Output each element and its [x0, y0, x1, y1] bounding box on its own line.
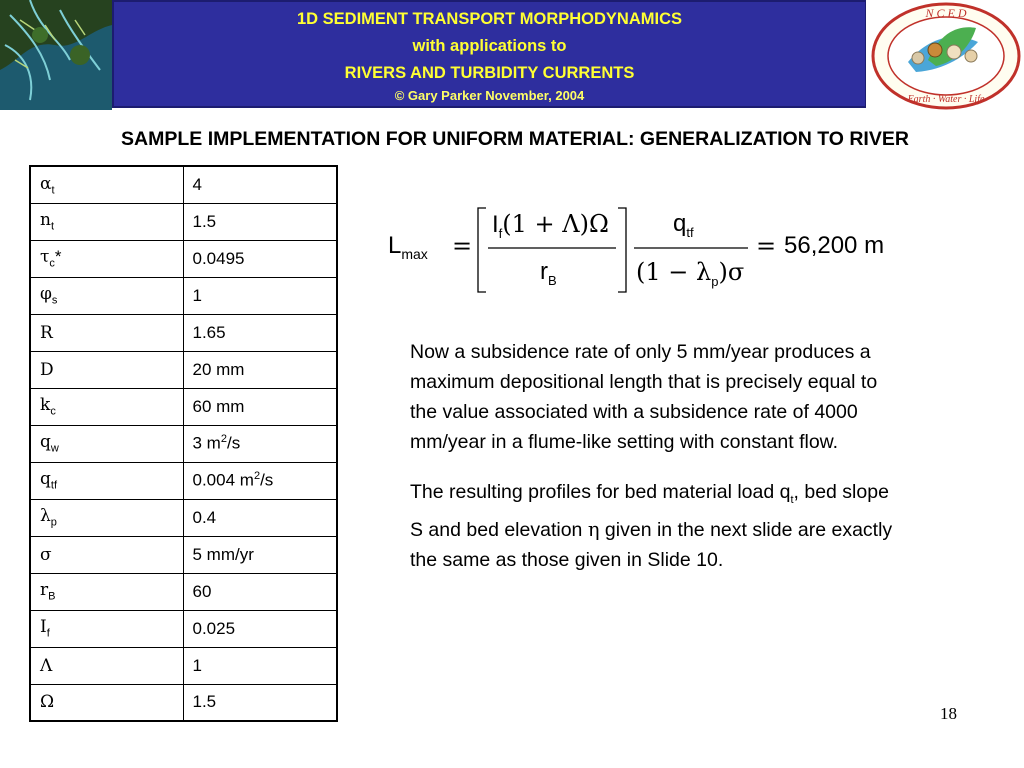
formula-lmax	[380, 200, 920, 300]
parameter-value: 1.5	[183, 203, 337, 240]
parameter-value: 5 mm/yr	[183, 536, 337, 573]
parameter-value: 3 $m^2/s$	[183, 425, 337, 462]
formula-denominator-2: $(1 - \lambda_p)\sigma$	[636, 258, 745, 289]
parameter-symbol: $I_f$	[30, 610, 183, 647]
logo-bottom-text: Earth · Water · Life	[907, 94, 985, 105]
header	[0, 0, 1024, 112]
formula-equals-1: =	[452, 232, 473, 260]
parameter-symbol: R	[30, 314, 183, 351]
parameter-value: 20 mm	[183, 351, 337, 388]
parameter-value: 1	[183, 277, 337, 314]
formula-result: 56,200 m	[784, 232, 885, 259]
parameter-symbol: $\lambda_p$	[30, 499, 183, 536]
parameter-symbol: $\alpha_t$	[30, 166, 183, 203]
parameter-symbol: $k_c$	[30, 388, 183, 425]
nced-logo	[866, 0, 1024, 112]
parameter-symbol: D	[30, 351, 183, 388]
body-paragraph-1: Now a subsidence rate of only 5 mm/year produces a maximum depositional length that is precisely equal to the value associated with a subsidence rate of 4000 mm/year in a flume-like setting with constant flow.	[410, 341, 878, 453]
header-title-box	[112, 0, 867, 108]
parameter-symbol: $q_{tf}$	[30, 462, 183, 499]
parameter-value: 0.004 $m^2/s$	[183, 462, 337, 499]
header-title-line2: with applications to	[412, 37, 567, 55]
parameter-symbol: $\tau_c*$	[30, 240, 183, 277]
table-row	[30, 277, 337, 314]
formula-denominator-1: $r_B$	[540, 258, 557, 288]
parameter-value: 0.025	[183, 610, 337, 647]
delta-satellite-image	[0, 0, 112, 110]
parameter-value: 0.4	[183, 499, 337, 536]
parameter-value: 60	[183, 573, 337, 610]
table-row	[30, 203, 337, 240]
parameter-symbol: $n_t$	[30, 203, 183, 240]
table-row	[30, 647, 337, 684]
parameter-table	[29, 165, 338, 722]
formula-numerator-1: $I_f(1 + \Lambda)\Omega$	[492, 210, 609, 241]
table-row	[30, 314, 337, 351]
table-row	[30, 425, 337, 462]
parameter-symbol: $q_w$	[30, 425, 183, 462]
table-row	[30, 351, 337, 388]
formula-numerator-2: $q_{tf}$	[673, 210, 694, 240]
table-row	[30, 499, 337, 536]
section-title: SAMPLE IMPLEMENTATION FOR UNIFORM MATERIAL: GENERALIZATION TO RIVER	[121, 128, 909, 150]
body-paragraph-2: The resulting profiles for bed material load $q_t$, bed slope S and bed elevation η given in the next slide are exactly the same as those given in Slide 10.	[410, 481, 893, 571]
formula-lhs: $L_{max}$	[388, 232, 428, 262]
parameter-value: 60 mm	[183, 388, 337, 425]
parameter-value: 4	[183, 166, 337, 203]
formula-equals-2: =	[756, 232, 777, 260]
table-row	[30, 610, 337, 647]
page-number: 18	[940, 704, 957, 723]
parameter-value: 1.5	[183, 684, 337, 721]
table-row	[30, 388, 337, 425]
header-copyright: © Gary Parker November, 2004	[394, 88, 585, 103]
table-row	[30, 684, 337, 721]
logo-top-letters: N C E D	[925, 6, 967, 20]
table-row	[30, 573, 337, 610]
parameter-symbol: $r_B$	[30, 573, 183, 610]
header-title-line1: 1D SEDIMENT TRANSPORT MORPHODYNAMICS	[296, 10, 683, 28]
parameter-symbol: Ω	[30, 684, 183, 721]
parameter-symbol: σ	[30, 536, 183, 573]
header-title-line3: RIVERS AND TURBIDITY CURRENTS	[344, 64, 635, 82]
body-text	[410, 337, 900, 595]
parameter-symbol: Λ	[30, 647, 183, 684]
table-row	[30, 536, 337, 573]
table-row	[30, 240, 337, 277]
parameter-value: 0.0495	[183, 240, 337, 277]
parameter-value: 1.65	[183, 314, 337, 351]
parameter-value: 1	[183, 647, 337, 684]
parameter-symbol: $\varphi_s$	[30, 277, 183, 314]
table-row	[30, 166, 337, 203]
table-row	[30, 462, 337, 499]
